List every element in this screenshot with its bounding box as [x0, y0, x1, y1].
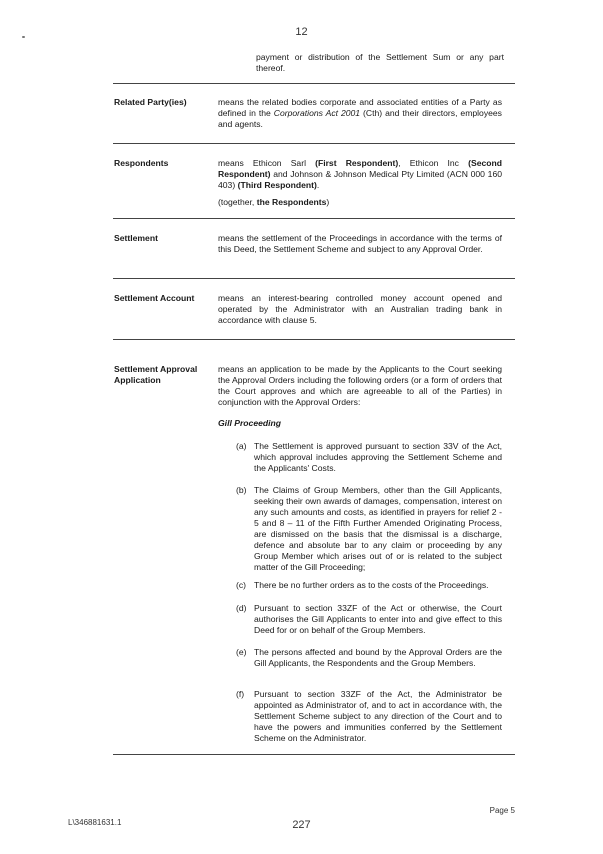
list-item-text: The Settlement is approved pursuant to section 33V of the Act, which approval includes approving the Settlement Scheme and the Applicants' Costs.	[254, 441, 502, 473]
list-item	[236, 689, 502, 744]
sub-heading-gill-proceeding: Gill Proceeding	[218, 418, 282, 428]
list-item-text: There be no further orders as to the costs of the Proceedings.	[254, 580, 489, 590]
list-item	[236, 580, 502, 591]
list-item-label: (f)	[236, 689, 245, 699]
list-item-text: The persons affected and bound by the Approval Orders are the Gill Applicants, the Respondents and the Group Members.	[254, 647, 502, 668]
list-item-label: (b)	[236, 485, 247, 495]
list-item-label: (c)	[236, 580, 247, 590]
list-item	[236, 603, 502, 636]
definition-settlement-account: means an interest-bearing controlled money account opened and operated by the Administrator with an Australian trading bank in accordance with clause 5.	[218, 293, 502, 325]
page-number-top: 12	[295, 26, 308, 38]
list-item-text: The Claims of Group Members, other than the Gill Applicants, seeking their own awards of damages, compensation, interest on any such amounts and costs, as identified in prayers for relief 2 - 5 and 8 – 11 of the Fifth Further Amended Originating Process, are dismissed on the basis that the dismissal is a discharge, defence and absolute bar to any claim or proceeding by any Group Member which arises out of or is related to the subject matter of the Gill Proceeding;	[254, 485, 502, 572]
act-name: Corporations Act 2001	[273, 108, 361, 118]
list-item-label: (d)	[236, 603, 247, 613]
continuation-text: payment or distribution of the Settlement Sum or any part thereof.	[256, 52, 504, 73]
divider	[113, 754, 515, 755]
definition-settlement-approval-application: means an application to be made by the Applicants to the Court seeking the Approval Orders including the following orders (or a form of orders that the Court approves and which are agreeable to all of the Parties) in conjunction with the Approval Orders:	[218, 364, 502, 407]
list-item-text: Pursuant to section 33ZF of the Act or otherwise, the Court authorises the Gill Applicants to enter into and give effect to this Deed for or on behalf of the Group Members.	[254, 603, 502, 635]
definition-settlement: means the settlement of the Proceedings in accordance with the terms of this Deed, the Settlement Scheme and subject to any Approval Order.	[218, 233, 502, 254]
divider	[113, 83, 515, 84]
divider	[113, 278, 515, 279]
list-item	[236, 647, 502, 669]
divider	[113, 218, 515, 219]
term-related-party: Related Party(ies)	[114, 97, 187, 107]
term-settlement-account: Settlement Account	[114, 293, 195, 303]
divider	[113, 143, 515, 144]
divider	[113, 339, 515, 340]
term-respondents: Respondents	[114, 158, 169, 168]
document-reference: L\346881631.1	[68, 818, 122, 827]
definition-respondents: means Ethicon Sarl (First Respondent), Ethicon Inc (Second Respondent) and Johnson & Johnson Medical Pty Limited (ACN 000 160 403) (Third Respondent). (together, the Respondents)	[218, 158, 502, 207]
list-item	[236, 441, 502, 474]
list-item	[236, 485, 502, 573]
list-item-label: (e)	[236, 647, 247, 657]
list-item-label: (a)	[236, 441, 247, 451]
term-settlement: Settlement	[114, 233, 158, 243]
page-label: Page 5	[489, 806, 515, 815]
bundle-page-number: 227	[292, 819, 311, 831]
definition-related-party: means the related bodies corporate and associated entities of a Party as defined in the Corporations Act 2001 (Cth) and their directors, employees and agents.	[218, 97, 502, 129]
term-settlement-approval-application: Settlement Approval Application	[114, 364, 198, 385]
list-item-text: Pursuant to section 33ZF of the Act, the Administrator be appointed as Administrator of, and to act in accordance with, the Settlement Scheme subject to any direction of the Court and to have the powers and immunities conferred by the Settlement Scheme on the Administrator.	[254, 689, 502, 743]
